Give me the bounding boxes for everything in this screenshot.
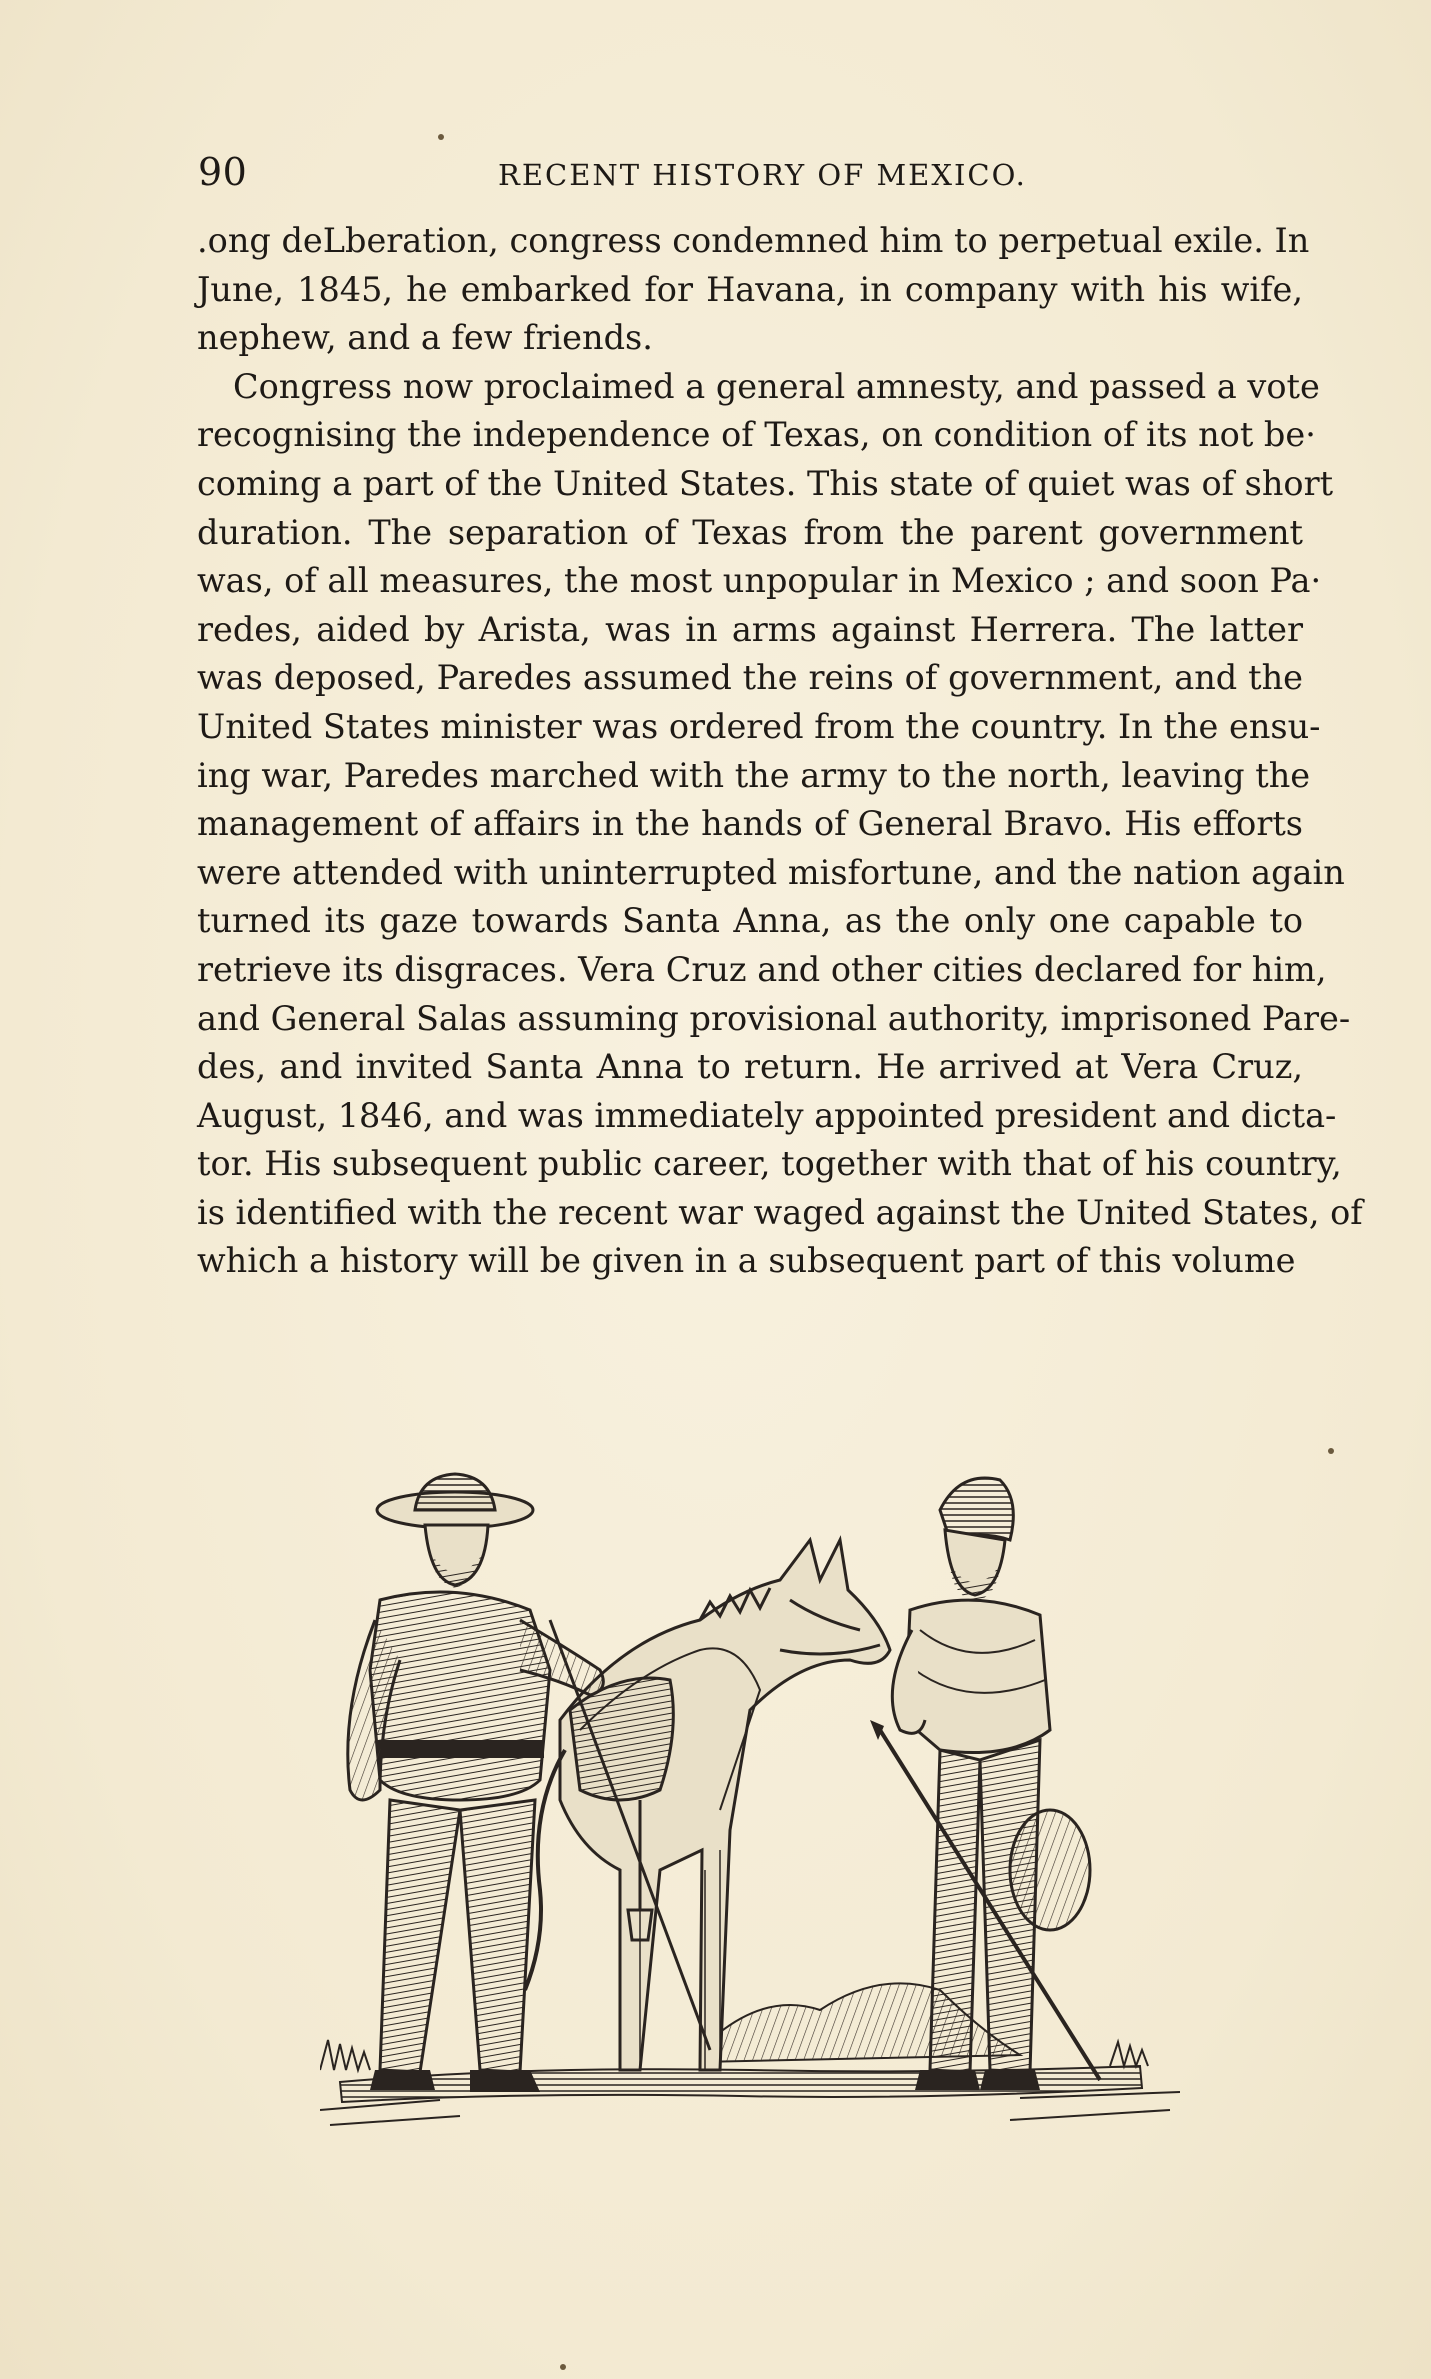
text-line: June, 1845, he embarked for Havana, in company with his wife, [197,269,1303,309]
text-line: .ong deLberation, congress condemned him to perpetual exile. In [197,221,1310,260]
text-line: were attended with uninterrupted misfortune, and the nation again [197,852,1345,892]
stray-ink-mark [1328,1448,1334,1454]
text-line: coming a part of the United States. This state of quiet was of short [197,463,1334,503]
text-line: nephew, and a few friends. [197,318,653,358]
woodcut-illustration-svg [320,1470,1180,2150]
stray-ink-mark [560,2364,566,2370]
mule-group [525,1540,890,2070]
text-line: and General Salas assuming provisional authority, imprisoned Pare- [197,998,1351,1038]
stray-ink-mark [438,134,444,140]
text-line: August, 1846, and was immediately appointed president and dicta- [197,1095,1337,1135]
text-line: tor. His subsequent public career, together with that of his country, [197,1144,1342,1184]
text-line: was, of all measures, the most unpopular in Mexico ; and soon Pa· [197,561,1322,601]
body-text [197,217,1363,1286]
text-line: turned its gaze towards Santa Anna, as the only one capable to [197,901,1303,941]
text-line: des, and invited Santa Anna to return. He arrived at Vera Cruz, [197,1047,1303,1087]
text-line: is identified with the recent war waged against the United States, of [197,1192,1363,1232]
text-line: management of affairs in the hands of General Bravo. His efforts [197,804,1303,844]
text-line: duration. The separation of Texas from the parent government [197,512,1303,552]
page-number: 90 [198,150,248,194]
text-line: was deposed, Paredes assumed the reins of government, and the [197,658,1303,698]
text-line: recognising the independence of Texas, on condition of its not be· [197,415,1316,455]
woodcut-two-men-with-mule-icon [320,1470,1180,2150]
text-line: ing war, Paredes marched with the army to the north, leaving the [197,755,1311,795]
text-line: which a history will be given in a subsequent part of this volume [197,1241,1296,1281]
text-line: retrieve its disgraces. Vera Cruz and other cities declared for him, [197,949,1327,989]
running-head [198,150,1298,200]
text-line: redes, aided by Arista, was in arms against Herrera. The latter [197,609,1303,649]
running-title: RECENT HISTORY OF MEXICO. [498,158,1027,192]
text-line: United States minister was ordered from the country. In the ensu- [197,706,1321,746]
text-line: Congress now proclaimed a general amnesty, and passed a vote [233,366,1320,406]
